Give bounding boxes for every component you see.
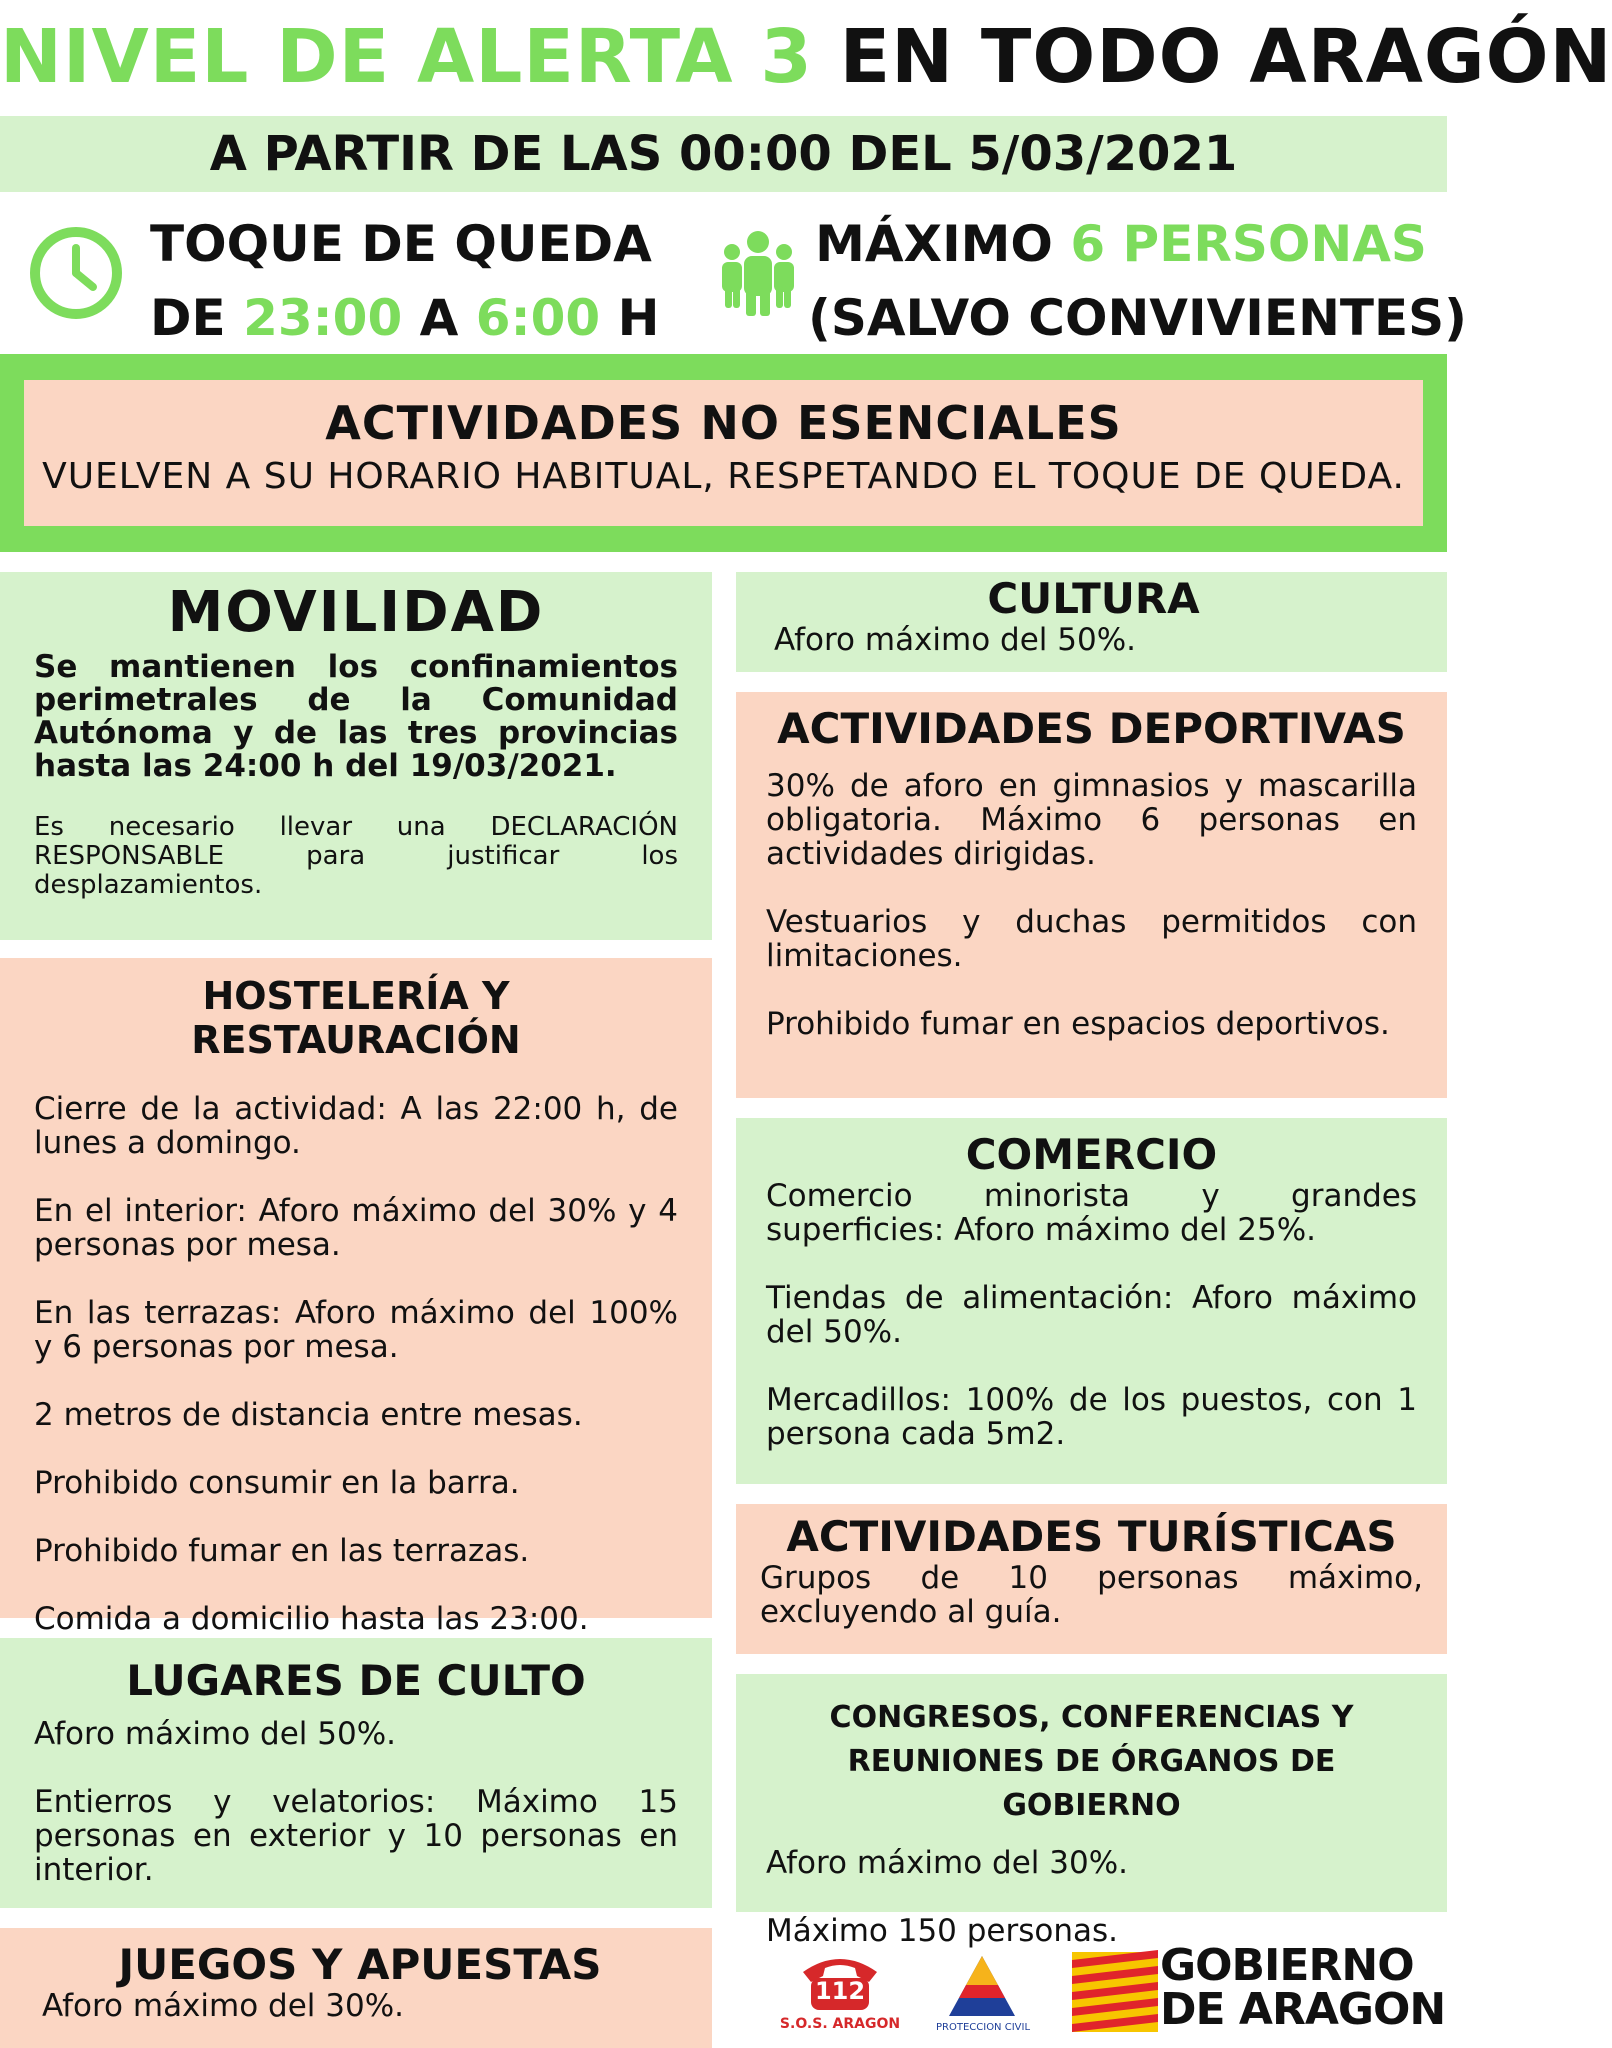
- deportivas-item: 30% de aforo en gimnasios y mascarilla obligatoria. Máximo 6 personas en actividades dirigidas.: [766, 768, 1417, 872]
- page-title: [0, 14, 1612, 110]
- comercio-item: Comercio minorista y grandes superficies: Aforo máximo del 25%.: [766, 1178, 1417, 1248]
- sos-aragon-logo: [778, 1950, 902, 2044]
- congresos-title: [766, 1696, 1417, 1828]
- sos-label: S.O.S. ARAGON: [779, 2016, 901, 2032]
- aragon-flag-icon: [1072, 1952, 1158, 2032]
- cultura-text: Aforo máximo del 50%.: [774, 622, 1137, 658]
- curfew-pre: DE: [150, 289, 226, 347]
- juegos-text: Aforo máximo del 30%.: [42, 1988, 405, 2024]
- title-region: EN TODO ARAGÓN: [839, 14, 1612, 100]
- comercio-item: Mercadillos: 100% de los puestos, con 1 persona cada 5m2.: [766, 1382, 1417, 1452]
- title-alert-level: NIVEL DE ALERTA 3: [0, 14, 813, 100]
- curfew-info: [150, 207, 660, 357]
- deportivas-item: Prohibido fumar en espacios deportivos.: [766, 1006, 1390, 1042]
- juegos-section: [0, 1928, 712, 2048]
- congresos-item: Aforo máximo del 30%.: [766, 1845, 1129, 1881]
- congresos-title-line2: REUNIONES DE ÓRGANOS DE GOBIERNO: [847, 1744, 1336, 1823]
- movilidad-paragraph: Se mantienen los confinamientos perimetrales de la Comunidad Autónoma y de las tres provincias hasta las 24:00 h del 19/03/2021.: [34, 649, 678, 784]
- curfew-title: TOQUE DE QUEDA: [150, 215, 652, 273]
- movilidad-section: [0, 572, 712, 940]
- hosteleria-item: Prohibido consumir en la barra.: [34, 1465, 520, 1501]
- hosteleria-item: En el interior: Aforo máximo del 30% y 4 personas por mesa.: [34, 1193, 678, 1263]
- hosteleria-item: Cierre de la actividad: A las 22:00 h, de lunes a domingo.: [34, 1091, 678, 1161]
- cultura-title: CULTURA: [987, 574, 1200, 623]
- movilidad-declaration: Es necesario llevar una DECLARACIÓN RESPONSABLE para justificar los desplazamientos.: [34, 812, 678, 900]
- hosteleria-item: Prohibido fumar en las terrazas.: [34, 1533, 530, 1569]
- triangle-icon: [947, 1954, 1017, 2018]
- curfew-hours: [150, 281, 660, 355]
- proteccion-civil-logo: [936, 1954, 1031, 2044]
- turisticas-section: [736, 1504, 1447, 1654]
- hosteleria-title: HOSTELERÍA Y RESTAURACIÓN: [191, 974, 521, 1062]
- culto-section: [0, 1638, 712, 1908]
- sos-number: 112: [814, 1977, 866, 2005]
- comercio-item: Tiendas de alimentación: Aforo máximo del 50%.: [766, 1280, 1417, 1350]
- curfew-suffix: H: [617, 289, 660, 347]
- non-essential-panel: [24, 380, 1423, 526]
- deportivas-item: Vestuarios y duchas permitidos con limitaciones.: [766, 904, 1417, 974]
- congresos-item: Máximo 150 personas.: [766, 1913, 1119, 1949]
- deportivas-section: [736, 692, 1447, 1098]
- turisticas-title: ACTIVIDADES TURÍSTICAS: [786, 1512, 1397, 1561]
- curfew-mid: A: [419, 289, 459, 347]
- non-essential-text: VUELVEN A SU HORARIO HABITUAL, RESPETANDO EL TOQUE DE QUEDA.: [42, 456, 1405, 497]
- movilidad-title: MOVILIDAD: [167, 580, 545, 645]
- max-people-info: [808, 207, 1468, 357]
- turisticas-text: Grupos de 10 personas máximo, excluyendo al guía.: [760, 1560, 1423, 1630]
- hosteleria-item: En las terrazas: Aforo máximo del 100% y 6 personas por mesa.: [34, 1295, 678, 1365]
- max-people-count: 6 PERSONAS: [1070, 215, 1427, 273]
- curfew-start: 23:00: [243, 289, 403, 347]
- cultura-section: [736, 572, 1447, 672]
- non-essential-title: ACTIVIDADES NO ESENCIALES: [325, 396, 1122, 450]
- people-group-icon: [716, 228, 800, 320]
- max-people-line1: [808, 207, 1434, 281]
- pc-label: PROTECCION CIVIL: [936, 2022, 1031, 2033]
- max-people-pre: MÁXIMO: [815, 215, 1053, 273]
- congresos-title-line1: CONGRESOS, CONFERENCIAS Y: [829, 1700, 1354, 1735]
- curfew-end: 6:00: [475, 289, 601, 347]
- date-bar: A PARTIR DE LAS 00:00 DEL 5/03/2021: [0, 116, 1447, 192]
- comercio-title: COMERCIO: [965, 1130, 1218, 1179]
- comercio-section: [736, 1118, 1447, 1484]
- culto-title: LUGARES DE CULTO: [126, 1656, 586, 1705]
- congresos-section: [736, 1674, 1447, 1949]
- culto-item: Entierros y velatorios: Máximo 15 personas en exterior y 10 personas en interior.: [34, 1784, 678, 1888]
- clock-icon: [28, 225, 124, 321]
- max-people-line2: (SALVO CONVIVIENTES): [808, 289, 1468, 347]
- hosteleria-item: Comida a domicilio hasta las 23:00.: [34, 1601, 589, 1637]
- gov-line1: GOBIERNO: [1160, 1940, 1414, 1991]
- juegos-title: JUEGOS Y APUESTAS: [118, 1940, 602, 1989]
- hosteleria-section: [0, 958, 712, 1637]
- gobierno-aragon-logo: [1160, 1940, 1447, 2035]
- hosteleria-item: 2 metros de distancia entre mesas.: [34, 1397, 583, 1433]
- deportivas-title: ACTIVIDADES DEPORTIVAS: [777, 704, 1406, 753]
- gov-line2: DE ARAGON: [1160, 1984, 1446, 2035]
- culto-item: Aforo máximo del 50%.: [34, 1716, 397, 1752]
